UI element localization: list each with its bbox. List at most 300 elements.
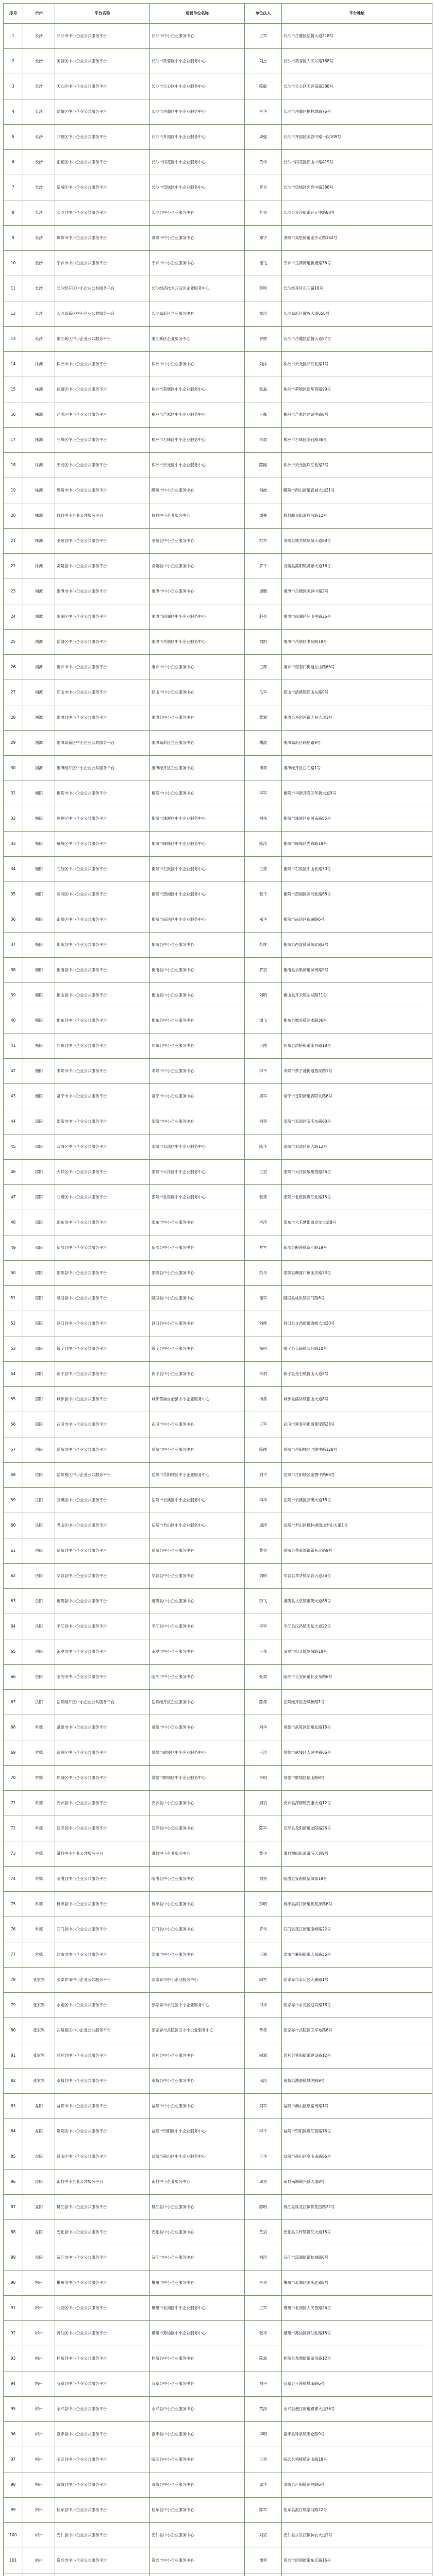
cell-operator-name: 衡阳市雁峰区中小企业服务中心: [150, 832, 245, 857]
cell-platform-address: 湘潭市岳塘区芙蓉中路2号: [282, 579, 432, 604]
cell-platform-address: 常德市武陵区人民中路66号: [282, 1740, 432, 1766]
table-row: [4, 2447, 432, 2472]
cell-city: 常德: [23, 1917, 55, 1942]
cell-city: 长沙: [23, 74, 55, 99]
cell-operator-name: 安仁县中小企业服务中心: [150, 2523, 245, 2548]
cell-legal-representative: 刘勇: [245, 1867, 282, 1892]
cell-operator-name: 桃源县中小企业服务中心: [150, 1892, 245, 1917]
cell-platform-address: 岳阳市岳阳楼区巴陵中路128号: [282, 1437, 432, 1463]
cell-platform-name: 荷塘区中小企业公共服务平台: [55, 377, 150, 402]
cell-platform-address: 株洲市石峰区响石路36号: [282, 428, 432, 453]
cell-legal-representative: 周强: [245, 125, 282, 150]
cell-legal-representative: 邓宇: [245, 226, 282, 251]
cell-legal-representative: 李明: [245, 1766, 282, 1791]
cell-city: 衡阳: [23, 882, 55, 907]
cell-legal-representative: 王刚: [245, 1033, 282, 1059]
table-row: [4, 1841, 432, 1867]
cell-platform-name: 石鼓区中小企业公共服务平台: [55, 857, 150, 882]
cell-legal-representative: 李华: [245, 1488, 282, 1513]
cell-serial-number: 42: [4, 1059, 23, 1084]
cell-serial-number: 97: [4, 2447, 23, 2472]
cell-city: 郴州: [23, 2371, 55, 2397]
table-row: [4, 630, 432, 655]
table-row: [4, 1942, 432, 1968]
cell-platform-address: 张家界市武陵源区军地路6号: [282, 2018, 432, 2043]
cell-platform-name: 望城区中小企业公共服务平台: [55, 175, 150, 200]
table-row: [4, 1387, 432, 1412]
cell-serial-number: 84: [4, 2119, 23, 2144]
cell-serial-number: 10: [4, 251, 23, 276]
cell-platform-address: 益阳市资阳区资江西路16号: [282, 2119, 432, 2144]
cell-legal-representative: 刘杰: [245, 49, 282, 74]
cell-city: 郴州: [23, 2472, 55, 2498]
table-row: [4, 327, 432, 352]
table-row: [4, 1311, 432, 1336]
cell-platform-name: 岳阳楼区中小企业公共服务平台: [55, 1463, 150, 1488]
cell-serial-number: 29: [4, 731, 23, 756]
table-row: [4, 907, 432, 933]
cell-serial-number: 69: [4, 1740, 23, 1766]
table-row: [4, 377, 432, 402]
cell-legal-representative: 彭飞: [245, 1589, 282, 1614]
cell-operator-name: 隆回县中小企业服务中心: [150, 1286, 245, 1311]
cell-operator-name: 湘潭市雨湖区中小企业服务中心: [150, 604, 245, 630]
cell-platform-address: 湘潭市雨湖区韶山中路36号: [282, 604, 432, 630]
cell-platform-name: 湘潭经开区中小企业公共服务平台: [55, 756, 150, 781]
cell-platform-address: 洞口县文昌街道雪峰大道20号: [282, 1311, 432, 1336]
cell-platform-name: 武陵区中小企业公共服务平台: [55, 1740, 150, 1766]
table-row: [4, 2371, 432, 2397]
cell-platform-name: 开福区中小企业公共服务平台: [55, 125, 150, 150]
cell-city: 衡阳: [23, 907, 55, 933]
cell-platform-name: 邵阳县中小企业公共服务平台: [55, 1261, 150, 1286]
cell-legal-representative: 周华: [245, 2472, 282, 2498]
cell-legal-representative: 刘波: [245, 478, 282, 503]
cell-platform-address: 衡阳市珠晖区东风南路85号: [282, 806, 432, 832]
header-platform-address: 平台地址: [282, 4, 432, 24]
cell-serial-number: 54: [4, 1362, 23, 1387]
cell-legal-representative: 罗兵: [245, 175, 282, 200]
cell-city: 株洲: [23, 529, 55, 554]
cell-platform-name: 岳阳县中小企业公共服务平台: [55, 1538, 150, 1564]
cell-platform-address: 临武县舜峰镇东山路18号: [282, 2447, 432, 2472]
cell-city: 岳阳: [23, 1639, 55, 1665]
cell-city: 湘潭: [23, 579, 55, 604]
cell-platform-name: 衡山县中小企业公共服务平台: [55, 983, 150, 1008]
cell-serial-number: 91: [4, 2296, 23, 2321]
cell-city: 岳阳: [23, 1690, 55, 1715]
cell-city: 岳阳: [23, 1614, 55, 1639]
table-row: [4, 1917, 432, 1942]
cell-serial-number: 76: [4, 1917, 23, 1942]
cell-platform-name: 宜章县中小企业公共服务平台: [55, 2371, 150, 2397]
platform-table: [3, 3, 432, 2576]
table-header: [4, 4, 432, 24]
cell-legal-representative: 胡波: [245, 731, 282, 756]
cell-legal-representative: [245, 2573, 282, 2576]
table-row: [4, 1412, 432, 1437]
cell-platform-name: 平江县中小企业公共服务平台: [55, 1614, 150, 1639]
cell-operator-name: 桂东县中小企业服务中心: [150, 2498, 245, 2523]
cell-serial-number: 5: [4, 125, 23, 150]
cell-serial-number: 3: [4, 74, 23, 99]
cell-operator-name: 洞口县中小企业服务中心: [150, 1311, 245, 1336]
table-row: [4, 402, 432, 428]
cell-legal-representative: 向军: [245, 1968, 282, 1993]
cell-city: 邵阳: [23, 1109, 55, 1134]
cell-serial-number: 63: [4, 1589, 23, 1614]
cell-platform-address: 湘阴县文星镇湘阴大道88号: [282, 1589, 432, 1614]
cell-platform-address: 衡阳市石鼓区中山北路30号: [282, 857, 432, 882]
cell-platform-name: 炎陵县中小企业公共服务平台: [55, 554, 150, 579]
cell-operator-name: 衡阳市珠晖区中小企业服务中心: [150, 806, 245, 832]
cell-serial-number: 87: [4, 2195, 23, 2220]
cell-city: 长沙: [23, 49, 55, 74]
cell-legal-representative: 毛军: [245, 680, 282, 705]
cell-platform-address: 华容县章华镇华容大道36号: [282, 1564, 432, 1589]
cell-operator-name: 湘潭高新区企业服务中心: [150, 731, 245, 756]
table-row: [4, 2119, 432, 2144]
cell-city: 益阳: [23, 2220, 55, 2245]
cell-legal-representative: 田涛: [245, 2069, 282, 2094]
cell-serial-number: 34: [4, 857, 23, 882]
cell-platform-address: 沅江市琼湖街道桔城路6号: [282, 2245, 432, 2270]
cell-serial-number: 44: [4, 1109, 23, 1134]
cell-serial-number: 64: [4, 1614, 23, 1639]
cell-city: 岳阳: [23, 1564, 55, 1589]
table-row: [4, 1185, 432, 1210]
cell-city: 岳阳: [23, 1538, 55, 1564]
cell-city: 益阳: [23, 2170, 55, 2195]
cell-city: 衡阳: [23, 781, 55, 806]
cell-city: 张家界: [23, 2043, 55, 2069]
cell-serial-number: 73: [4, 1841, 23, 1867]
cell-operator-name: 张家界市中小企业服务中心: [150, 1968, 245, 1993]
cell-legal-representative: 周勇: [245, 2170, 282, 2195]
cell-platform-name: 桃江县中小企业公共服务平台: [55, 2195, 150, 2220]
cell-operator-name: 湘潭经开区企业服务中心: [150, 756, 245, 781]
table-row: [4, 604, 432, 630]
cell-city: 衡阳: [23, 1008, 55, 1033]
cell-serial-number: 15: [4, 377, 23, 402]
cell-platform-address: 长沙市岳麓区岳麓大道218号: [282, 24, 432, 49]
cell-legal-representative: 黄平: [245, 1841, 282, 1867]
cell-platform-address: 慈利县零阳街道建设路12号: [282, 2043, 432, 2069]
cell-operator-name: [150, 2573, 245, 2576]
cell-serial-number: 72: [4, 1816, 23, 1841]
cell-serial-number: 82: [4, 2069, 23, 2094]
cell-platform-name: 华容县中小企业公共服务平台: [55, 1564, 150, 1589]
cell-legal-representative: 陈刚: [245, 1437, 282, 1463]
cell-city: 湘潭: [23, 731, 55, 756]
cell-city: 郴州: [23, 2296, 55, 2321]
cell-serial-number: 95: [4, 2397, 23, 2422]
cell-legal-representative: 张磊: [245, 377, 282, 402]
cell-operator-name: 长沙经济技术开发区企业服务中心: [150, 276, 245, 301]
cell-platform-address: 益阳市赫山区金山南路66号: [282, 2144, 432, 2170]
cell-platform-name: 韶山市中小企业公共服务平台: [55, 680, 150, 705]
table-row: [4, 2043, 432, 2069]
table-body: [4, 24, 432, 2576]
cell-operator-name: 南县中小企业服务中心: [150, 2170, 245, 2195]
cell-serial-number: 19: [4, 478, 23, 503]
cell-operator-name: 长沙市天心区中小企业服务中心: [150, 74, 245, 99]
cell-platform-address: 郴州市北湖区人民西路26号: [282, 2296, 432, 2321]
cell-city: 株洲: [23, 554, 55, 579]
cell-serial-number: 27: [4, 680, 23, 705]
cell-legal-representative: 杨明: [245, 1336, 282, 1362]
cell-platform-name: 天心区中小企业公共服务平台: [55, 74, 150, 99]
cell-platform-name: 郴州市中小企业公共服务平台: [55, 2270, 150, 2296]
cell-platform-name: 长沙高新区中小企业公共服务平台: [55, 301, 150, 327]
cell-platform-name: 珠晖区中小企业公共服务平台: [55, 806, 150, 832]
table-row: [4, 2245, 432, 2270]
cell-platform-name: 常宁市中小企业公共服务平台: [55, 1084, 150, 1109]
cell-legal-representative: 王伟: [245, 1639, 282, 1665]
table-row: [4, 832, 432, 857]
cell-legal-representative: 罗军: [245, 1235, 282, 1261]
cell-legal-representative: 彭军: [245, 529, 282, 554]
cell-legal-representative: 谭飞: [245, 1008, 282, 1033]
table-row: [4, 276, 432, 301]
table-row: [4, 226, 432, 251]
table-row: [4, 680, 432, 705]
cell-platform-address: 武冈市迎春亭街道都梁路28号: [282, 1412, 432, 1437]
cell-city: 邵阳: [23, 1286, 55, 1311]
table-row: [4, 2397, 432, 2422]
table-row: [4, 175, 432, 200]
cell-city: 长沙: [23, 175, 55, 200]
cell-platform-address: 桑植县澧源镇城关路9号: [282, 2069, 432, 2094]
cell-platform-name: 双清区中小企业公共服务平台: [55, 1134, 150, 1160]
cell-serial-number: 14: [4, 352, 23, 377]
cell-legal-representative: 陈军: [245, 2498, 282, 2523]
cell-serial-number: 75: [4, 1892, 23, 1917]
cell-platform-name: 湘潭市中小企业公共服务平台: [55, 579, 150, 604]
cell-serial-number: 17: [4, 428, 23, 453]
cell-platform-address: 张家界市永定区大庸路1号: [282, 1968, 432, 1993]
cell-legal-representative: 谢军: [245, 1286, 282, 1311]
cell-operator-name: 桑植县中小企业服务中心: [150, 2069, 245, 2094]
cell-platform-address: 隆回县桃洪镇花门路6号: [282, 1286, 432, 1311]
cell-platform-address: 长沙市岳麓区桐梓坡路76号: [282, 99, 432, 125]
cell-operator-name: 华容县中小企业服务中心: [150, 1564, 245, 1589]
cell-legal-representative: 李涛: [245, 1210, 282, 1235]
cell-legal-representative: 李平: [245, 1059, 282, 1084]
cell-city: 张家界: [23, 1968, 55, 1993]
cell-city: 常德: [23, 1841, 55, 1867]
cell-legal-representative: 黄斌: [245, 2220, 282, 2245]
cell-platform-name: 衡阳县中小企业公共服务平台: [55, 933, 150, 958]
cell-legal-representative: 谢飞: [245, 251, 282, 276]
cell-platform-name: 临湘市中小企业公共服务平台: [55, 1665, 150, 1690]
header-operator-name: 运营单位名称: [150, 4, 245, 24]
table-row: [4, 1008, 432, 1033]
cell-legal-representative: 张平: [245, 882, 282, 907]
table-row: [4, 2270, 432, 2296]
cell-platform-name: 石门县中小企业公共服务平台: [55, 1917, 150, 1942]
cell-legal-representative: 李军: [245, 781, 282, 806]
cell-legal-representative: 刘辉: [245, 1311, 282, 1336]
cell-legal-representative: 黄勇: [245, 1538, 282, 1564]
cell-serial-number: 101: [4, 2548, 23, 2573]
cell-city: 邵阳: [23, 1311, 55, 1336]
cell-legal-representative: 赵亮: [245, 604, 282, 630]
cell-operator-name: 衡阳市中小企业服务中心: [150, 781, 245, 806]
cell-platform-address: 汉寿县龙阳街道龙阳路26号: [282, 1816, 432, 1841]
table-row: [4, 554, 432, 579]
cell-operator-name: 株洲市石峰区中小企业服务中心: [150, 428, 245, 453]
cell-legal-representative: 刘斌: [245, 2523, 282, 2548]
cell-serial-number: 92: [4, 2321, 23, 2346]
cell-serial-number: 39: [4, 983, 23, 1008]
cell-operator-name: 慈利县中小企业服务中心: [150, 2043, 245, 2069]
cell-city: 常德: [23, 1715, 55, 1740]
cell-platform-address: 攸县联星街道府前路12号: [282, 503, 432, 529]
cell-legal-representative: 谭勇: [245, 756, 282, 781]
cell-legal-representative: 彭辉: [245, 933, 282, 958]
cell-city: 张家界: [23, 1993, 55, 2018]
cell-platform-address: 南县南洲镇兴盛大道8号: [282, 2170, 432, 2195]
cell-platform-name: 汉寿县中小企业公共服务平台: [55, 1816, 150, 1841]
cell-serial-number: 56: [4, 1412, 23, 1437]
table-row: [4, 125, 432, 150]
cell-platform-address: 株洲市天元区珠江北路3号: [282, 453, 432, 478]
table-row: [4, 2018, 432, 2043]
table-row: [4, 806, 432, 832]
cell-serial-number: 32: [4, 806, 23, 832]
cell-serial-number: 50: [4, 1261, 23, 1286]
cell-city: 株洲: [23, 503, 55, 529]
cell-platform-address: 邵阳县塘渡口镇宝庆路33号: [282, 1261, 432, 1286]
cell-platform-name: 桃源县中小企业公共服务平台: [55, 1892, 150, 1917]
cell-serial-number: 36: [4, 907, 23, 933]
cell-platform-address: 宁乡市玉潭街道新康路36号: [282, 251, 432, 276]
cell-serial-number: 77: [4, 1942, 23, 1968]
cell-city: 岳阳: [23, 1488, 55, 1513]
cell-platform-address: 津市市襄阳街道人民路36号: [282, 1942, 432, 1968]
cell-operator-name: 攸县中小企业服务中心: [150, 503, 245, 529]
cell-platform-name: 雁峰区中小企业公共服务平台: [55, 832, 150, 857]
cell-platform-name: 桂阳县中小企业公共服务平台: [55, 2346, 150, 2371]
table-row: [4, 1362, 432, 1387]
cell-platform-address: 新邵县酿溪镇资江路19号: [282, 1235, 432, 1261]
cell-operator-name: 常德市中小企业服务中心: [150, 1715, 245, 1740]
cell-legal-representative: 陈华: [245, 1134, 282, 1160]
cell-platform-address: 邵阳市北塔区资江北路15号: [282, 1185, 432, 1210]
cell-legal-representative: 陈明: [245, 2195, 282, 2220]
cell-legal-representative: 陈敏: [245, 74, 282, 99]
cell-legal-representative: 李明: [245, 2422, 282, 2447]
cell-legal-representative: 陈涛: [245, 832, 282, 857]
table-row: [4, 1235, 432, 1261]
cell-platform-name: 云溪区中小企业公共服务平台: [55, 1488, 150, 1513]
cell-platform-address: 城步县儒林镇南山大道8号: [282, 1387, 432, 1412]
cell-legal-representative: 黄伟: [245, 150, 282, 175]
cell-legal-representative: 李斌: [245, 428, 282, 453]
cell-platform-name: 赫山区中小企业公共服务平台: [55, 2144, 150, 2170]
cell-platform-name: 洞口县中小企业公共服务平台: [55, 1311, 150, 1336]
cell-platform-address: 衡山县开云镇东湖路11号: [282, 983, 432, 1008]
cell-operator-name: 株洲市荷塘区中小企业服务中心: [150, 377, 245, 402]
cell-legal-representative: 刘军: [245, 2094, 282, 2119]
cell-platform-name: 常德市中小企业公共服务平台: [55, 1715, 150, 1740]
table-row: [4, 1084, 432, 1109]
cell-operator-name: 长沙市雨花区中小企业服务中心: [150, 150, 245, 175]
table-row: [4, 2170, 432, 2195]
table-row: [4, 49, 432, 74]
cell-serial-number: 45: [4, 1134, 23, 1160]
table-row: [4, 24, 432, 49]
cell-operator-name: 长沙市中小企业服务中心: [150, 24, 245, 49]
cell-platform-name: 澧县中小企业公共服务平台: [55, 1841, 150, 1867]
cell-platform-address: 长沙市岳麓区岳麓大道57号: [282, 327, 432, 352]
cell-city: 张家界: [23, 2069, 55, 2094]
cell-operator-name: 安化县中小企业服务中心: [150, 2220, 245, 2245]
cell-operator-name: 邵东市中小企业服务中心: [150, 1210, 245, 1235]
cell-city: 长沙: [23, 24, 55, 49]
cell-platform-name: 津市市中小企业公共服务平台: [55, 1942, 150, 1968]
cell-operator-name: 邵阳市中小企业服务中心: [150, 1109, 245, 1134]
cell-legal-representative: 王军: [245, 1412, 282, 1437]
table-row: [4, 2296, 432, 2321]
cell-legal-representative: 刘洋: [245, 352, 282, 377]
cell-legal-representative: 谭林: [245, 503, 282, 529]
cell-platform-address: 衡阳市雁峰区先锋路18号: [282, 832, 432, 857]
cell-platform-address: 醴陵市西山街道瓷城大道21号: [282, 478, 432, 503]
cell-city: 长沙: [23, 125, 55, 150]
cell-serial-number: 16: [4, 402, 23, 428]
cell-serial-number: 80: [4, 2018, 23, 2043]
cell-city: 湘潭: [23, 655, 55, 680]
cell-platform-name: 嘉禾县中小企业公共服务平台: [55, 2422, 150, 2447]
cell-operator-name: 汨罗市中小企业服务中心: [150, 1639, 245, 1665]
cell-operator-name: 临湘市中小企业服务中心: [150, 1665, 245, 1690]
cell-city: 常德: [23, 1867, 55, 1892]
table-row: [4, 1614, 432, 1639]
cell-city: 长沙: [23, 200, 55, 226]
cell-legal-representative: 周鹏: [245, 579, 282, 604]
cell-platform-address: 茶陵县城关镇犀城大道88号: [282, 529, 432, 554]
cell-platform-address: 岳阳市岳阳楼区金鹗中路66号: [282, 1463, 432, 1488]
cell-operator-name: 茶陵县中小企业服务中心: [150, 529, 245, 554]
table-row: [4, 756, 432, 781]
table-row: [4, 579, 432, 604]
cell-platform-address: 衡阳市华新开发区华新大道9号: [282, 781, 432, 806]
table-row: [4, 731, 432, 756]
cell-legal-representative: 陈军: [245, 1816, 282, 1841]
cell-platform-address: 资兴市唐洞街道东江路16号: [282, 2548, 432, 2573]
cell-platform-name: 慈利县中小企业公共服务平台: [55, 2043, 150, 2069]
cell-city: 长沙: [23, 150, 55, 175]
table-row: [4, 705, 432, 731]
table-row: [4, 2069, 432, 2094]
cell-platform-address: 汝城县卢阳镇东岭路6号: [282, 2472, 432, 2498]
cell-platform-address: 株洲市荷塘区新华西路99号: [282, 377, 432, 402]
cell-serial-number: 83: [4, 2094, 23, 2119]
cell-serial-number: 52: [4, 1311, 23, 1336]
cell-platform-name: 岳阳经开区中小企业公共服务平台: [55, 1690, 150, 1715]
cell-legal-representative: 王斌: [245, 1160, 282, 1185]
cell-city: 长沙: [23, 251, 55, 276]
cell-platform-address: 长沙高新区麓谷大道658号: [282, 301, 432, 327]
cell-serial-number: 31: [4, 781, 23, 806]
cell-platform-address: 邵阳市双清区东大路12号: [282, 1134, 432, 1160]
cell-legal-representative: 彭华: [245, 1261, 282, 1286]
cell-operator-name: 湘潭市中小企业服务中心: [150, 579, 245, 604]
cell-platform-address: 邵东市大禾塘街道金龙大道8号: [282, 1210, 432, 1235]
cell-platform-address: 郴州市北湖区国庆北路8号: [282, 2270, 432, 2296]
